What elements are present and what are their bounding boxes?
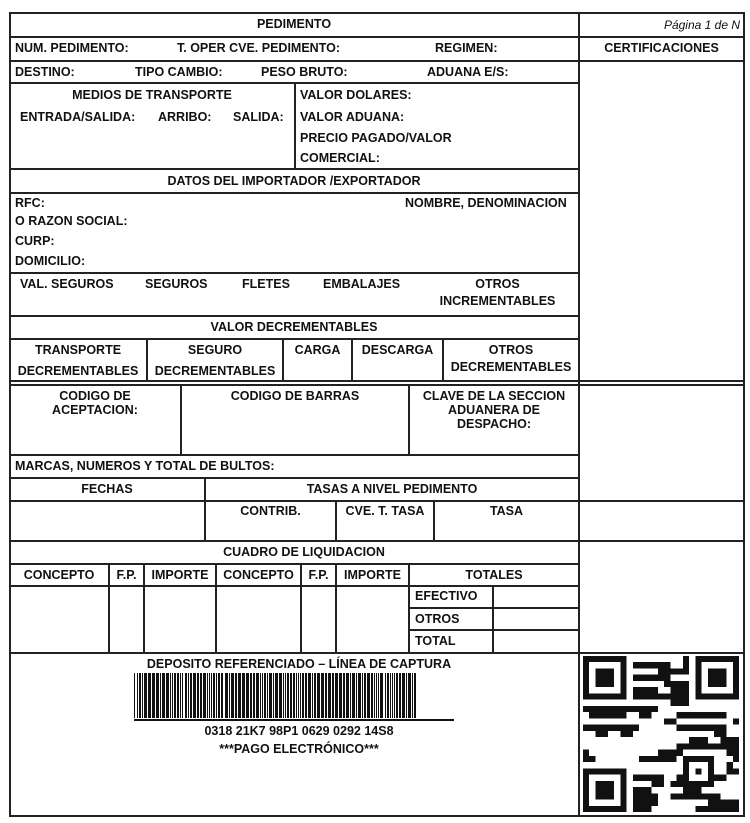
row-line [9, 272, 579, 274]
rfc-label: RFC: [15, 196, 45, 210]
arribo-label: ARRIBO: [158, 110, 212, 124]
tasas-title: TASAS A NIVEL PEDIMENTO [306, 482, 478, 496]
row-line [9, 652, 745, 654]
salida-label: SALIDA: [233, 110, 284, 124]
fechas-label: FECHAS [81, 482, 133, 496]
col-fp-1: F.P. [116, 568, 137, 582]
tipo-cambio-label: TIPO CAMBIO: [135, 65, 223, 79]
transporte-decr-1: TRANSPORTE [34, 343, 122, 357]
row-line [9, 563, 579, 565]
aduana-es-label: ADUANA E/S: [427, 65, 509, 79]
page-indicator: Página 1 de N [663, 18, 740, 32]
barcode-underline [134, 719, 454, 721]
efectivo-label: EFECTIVO [415, 589, 478, 603]
medios-transporte-title: MEDIOS DE TRANSPORTE [72, 88, 232, 102]
total-label: TOTAL [415, 634, 456, 648]
row-line [9, 454, 579, 456]
importador-title: DATOS DEL IMPORTADOR /EXPORTADOR [167, 174, 421, 188]
entrada-salida-label: ENTRADA/SALIDA: [20, 110, 136, 124]
embalajes-label: EMBALAJES [323, 277, 401, 291]
border-top [9, 12, 745, 14]
curp-label: CURP: [15, 234, 55, 248]
clave-seccion-1: CLAVE DE LA SECCION [422, 389, 566, 403]
precio-pagado-label: PRECIO PAGADO/VALOR [300, 131, 452, 145]
otros-label: OTROS [415, 612, 460, 626]
row-line [9, 60, 745, 62]
clave-seccion-3: DESPACHO: [456, 417, 532, 431]
otros-decr-2: DECREMENTABLES [450, 360, 572, 374]
row-line [9, 338, 579, 340]
carga-label: CARGA [294, 343, 341, 357]
row-line [9, 192, 579, 194]
section-divider [9, 384, 745, 386]
row-line [409, 607, 579, 609]
border-right [743, 12, 745, 816]
tasa-label: TASA [489, 504, 524, 518]
liquidacion-title: CUADRO DE LIQUIDACION [223, 545, 385, 559]
row-line [9, 500, 745, 502]
otros-decr-1: OTROS [488, 343, 534, 357]
destino-label: DESTINO: [15, 65, 75, 79]
col-importe-2: IMPORTE [344, 568, 401, 582]
deposito-title: DEPOSITO REFERENCIADO – LÍNEA DE CAPTURA [146, 657, 452, 671]
seguro-decr-1: SEGURO [187, 343, 243, 357]
valor-decrementables-title: VALOR DECREMENTABLES [210, 320, 378, 334]
transporte-decr-2: DECREMENTABLES [17, 364, 139, 378]
barcode-icon [134, 673, 454, 718]
val-seguros-label: VAL. SEGUROS [20, 277, 114, 291]
seguros-label: SEGUROS [145, 277, 208, 291]
row-line [9, 585, 579, 587]
codigo-aceptacion-1: CODIGO DE [59, 389, 131, 403]
section-divider [9, 380, 745, 382]
row-line [9, 540, 745, 542]
marcas-label: MARCAS, NUMEROS Y TOTAL DE BULTOS: [15, 459, 275, 473]
valor-dolares-label: VALOR DOLARES: [300, 88, 412, 102]
qr-code-icon [583, 656, 739, 812]
col-concepto-2: CONCEPTO [223, 568, 294, 582]
peso-bruto-label: PESO BRUTO: [261, 65, 348, 79]
comercial-label: COMERCIAL: [300, 151, 380, 165]
descarga-label: DESCARGA [361, 343, 434, 357]
codigo-barras-label: CODIGO DE BARRAS [230, 389, 360, 403]
clave-seccion-2: ADUANERA DE [448, 403, 540, 417]
contrib-label: CONTRIB. [240, 504, 301, 518]
codigo-aceptacion-2: ACEPTACION: [52, 403, 138, 417]
col-concepto-1: CONCEPTO [23, 568, 95, 582]
col-importe-1: IMPORTE [151, 568, 209, 582]
otros-incrementables-label-2: INCREMENTABLES [439, 294, 556, 308]
row-line [9, 36, 745, 38]
num-pedimento-label: NUM. PEDIMENTO: [15, 41, 129, 55]
seguro-decr-2: DECREMENTABLES [154, 364, 276, 378]
regimen-label: REGIMEN: [435, 41, 498, 55]
linea-captura: 0318 21K7 98P1 0629 0292 14S8 [204, 724, 394, 738]
valor-aduana-label: VALOR ADUANA: [300, 110, 405, 124]
razon-social-label: O RAZON SOCIAL: [15, 214, 128, 228]
certificaciones-label: CERTIFICACIONES [604, 41, 719, 55]
border-bottom [9, 815, 745, 817]
domicilio-label: DOMICILIO: [15, 254, 86, 268]
row-line [9, 477, 579, 479]
row-line [9, 315, 579, 317]
col-fp-2: F.P. [308, 568, 329, 582]
otros-incrementables-label-1: OTROS [475, 277, 520, 291]
cve-tasa-label: CVE. T. TASA [345, 504, 425, 518]
row-line [409, 629, 579, 631]
form-title: PEDIMENTO [256, 17, 332, 31]
pago-electronico: ***PAGO ELECTRÓNICO*** [219, 742, 379, 756]
t-oper-label: T. OPER CVE. PEDIMENTO: [177, 41, 340, 55]
fletes-label: FLETES [242, 277, 290, 291]
nombre-label: NOMBRE, DENOMINACION [405, 196, 567, 210]
col-totales: TOTALES [465, 568, 523, 582]
col-line [492, 585, 494, 653]
